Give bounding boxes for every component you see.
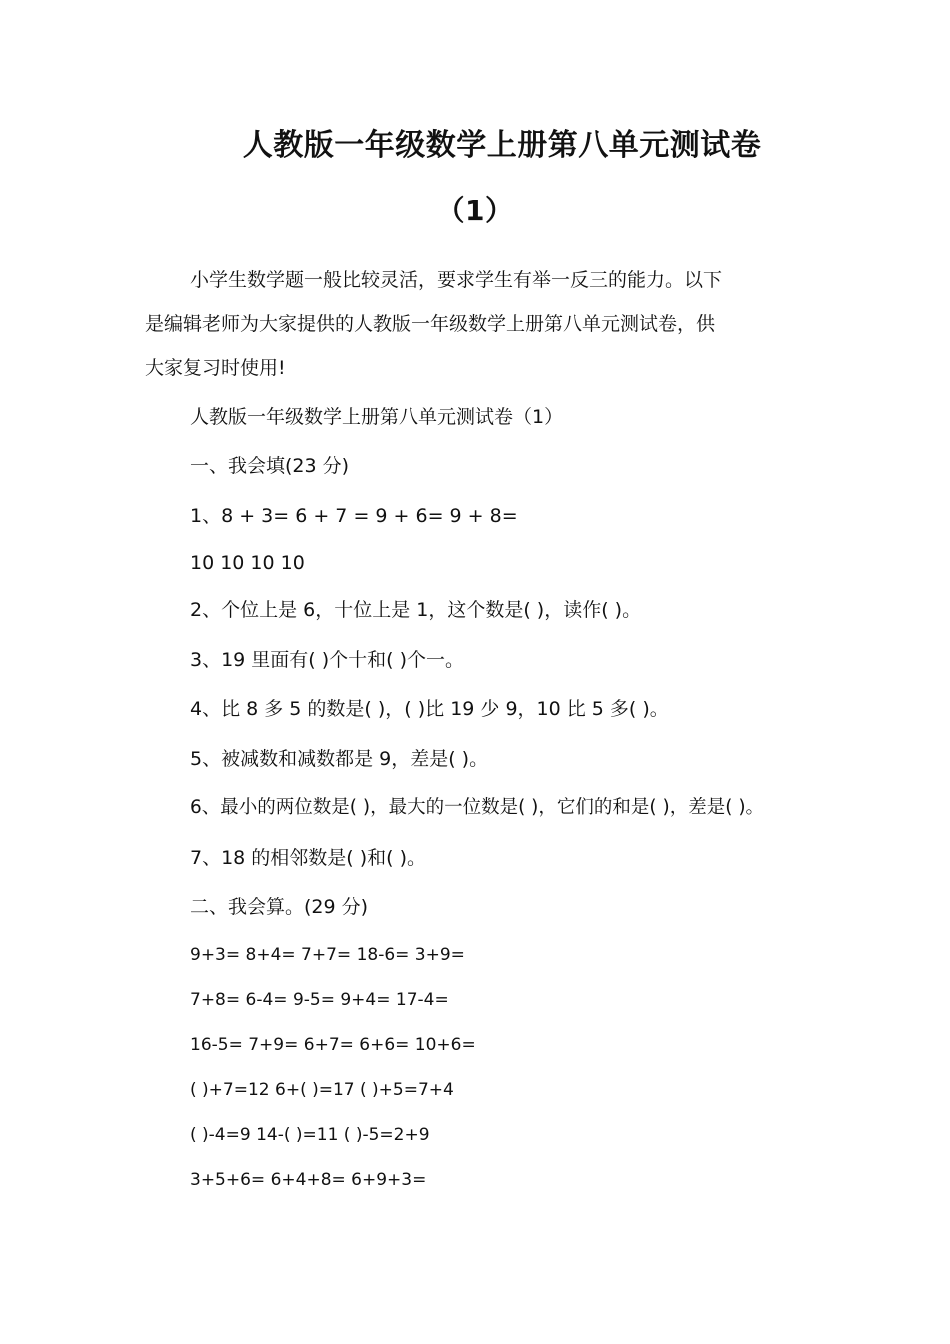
subtitle: 人教版一年级数学上册第八单元测试卷（1） [190, 406, 564, 428]
section2-heading: 二、我会算。(29 分) [190, 896, 369, 918]
question-line: 3、19 里面有( )个十和( )个一。 [190, 649, 465, 671]
intro-line: 大家复习时使用! [145, 357, 286, 379]
calculation-line: ( )+7=12 6+( )=17 ( )+5=7+4 [190, 1080, 454, 1100]
calculation-line: 3+5+6= 6+4+8= 6+9+3= [190, 1170, 427, 1190]
intro-line: 是编辑老师为大家提供的人教版一年级数学上册第八单元测试卷，供 [145, 313, 716, 335]
document-title-number: （1） [436, 194, 514, 227]
intro-line: 小学生数学题一般比较灵活，要求学生有举一反三的能力。以下 [190, 269, 723, 291]
document-title: 人教版一年级数学上册第八单元测试卷 [242, 128, 762, 163]
section1-heading: 一、我会填(23 分) [190, 455, 350, 477]
question-line: 5、被减数和减数都是 9，差是( )。 [190, 748, 489, 770]
question-line: 7、18 的相邻数是( )和( )。 [190, 847, 427, 869]
calculation-line: 9+3= 8+4= 7+7= 18-6= 3+9= [190, 945, 465, 965]
answer-line: 10 10 10 10 [190, 552, 305, 574]
calculation-line: ( )-4=9 14-( )=11 ( )-5=2+9 [190, 1125, 430, 1145]
question-line: 4、比 8 多 5 的数是( )，( )比 19 少 9，10 比 5 多( )。 [190, 698, 669, 720]
calculation-line: 7+8= 6-4= 9-5= 9+4= 17-4= [190, 990, 449, 1010]
question-line: 1、8 + 3= 6 + 7 = 9 + 6= 9 + 8= [190, 505, 518, 527]
question-line: 2、个位上是 6，十位上是 1，这个数是( )，读作( )。 [190, 599, 642, 621]
question-line: 6、最小的两位数是( )，最大的一位数是( )，它们的和是( )，差是( )。 [190, 797, 765, 818]
calculation-line: 16-5= 7+9= 6+7= 6+6= 10+6= [190, 1035, 476, 1055]
intro-paragraph [145, 258, 825, 390]
